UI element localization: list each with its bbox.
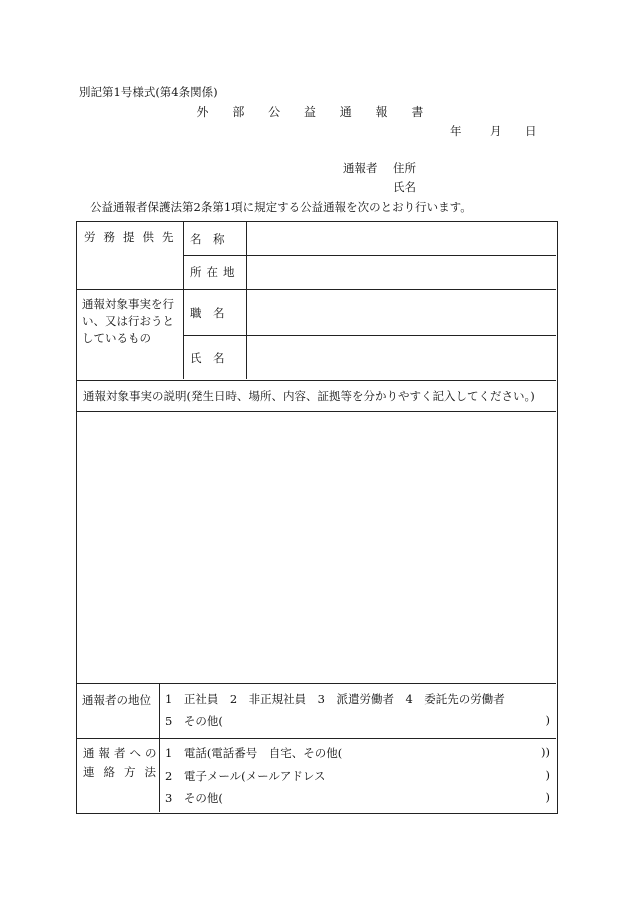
form-number: 別記第1号様式(第4条関係): [79, 85, 218, 99]
workplace-name-label: 名 称: [190, 232, 225, 246]
row-divider: [183, 255, 556, 256]
reporter-address-label: 住所: [393, 161, 416, 175]
reporter-status-label: 通報者の地位: [82, 693, 151, 707]
workplace-label: 労務提供先: [84, 230, 182, 244]
contact-option-phone: 1 電話(電話番号 自宅、その他( )): [165, 745, 550, 760]
row-divider: [76, 738, 556, 739]
col-divider-mid: [246, 221, 247, 379]
subject-name-input[interactable]: [249, 338, 555, 380]
workplace-location-label: 所在地: [190, 265, 240, 279]
contact-method-label: 通報者への 連絡方法: [83, 746, 165, 779]
status-options-row-2: 5 その他( ): [165, 713, 550, 728]
contact-option-other: 3 その他( ): [165, 790, 550, 805]
subject-position-label: 職 名: [190, 306, 225, 320]
workplace-name-input[interactable]: [249, 224, 555, 254]
status-options-row-1: 1 正社員 2 非正規社員 3 派遣労働者 4 委託先の労働者: [165, 692, 505, 706]
subject-name-label: 氏 名: [190, 351, 225, 365]
date-line: [450, 123, 537, 139]
date-day-label: 日: [525, 124, 537, 138]
reporter-label: 通報者: [343, 161, 378, 175]
workplace-location-input[interactable]: [249, 258, 555, 288]
description-textarea[interactable]: [80, 415, 554, 682]
row-divider: [76, 380, 556, 381]
row-divider: [183, 335, 556, 336]
reporter-name-label: 氏名: [393, 180, 416, 194]
subject-position-input[interactable]: [249, 292, 555, 334]
date-year-label: 年: [450, 124, 462, 138]
description-label: 通報対象事実の説明(発生日時、場所、内容、証拠等を分かりやすく記入してください。): [83, 389, 535, 403]
row-divider: [76, 411, 556, 412]
row-divider: [76, 683, 556, 684]
row-divider: [76, 289, 556, 290]
contact-option-email: 2 電子メール(メールアドレス ): [165, 768, 550, 783]
col-divider-left: [183, 221, 184, 379]
intro-text: 公益通報者保護法第2条第1項に規定する公益通報を次のとおり行います。: [90, 200, 472, 214]
date-month-label: 月: [490, 124, 502, 138]
subject-person-label: 通報対象事実を行 い、又は行おうと しているもの: [82, 297, 174, 345]
document-title: 外 部 公 益 通 報 書: [196, 105, 434, 119]
